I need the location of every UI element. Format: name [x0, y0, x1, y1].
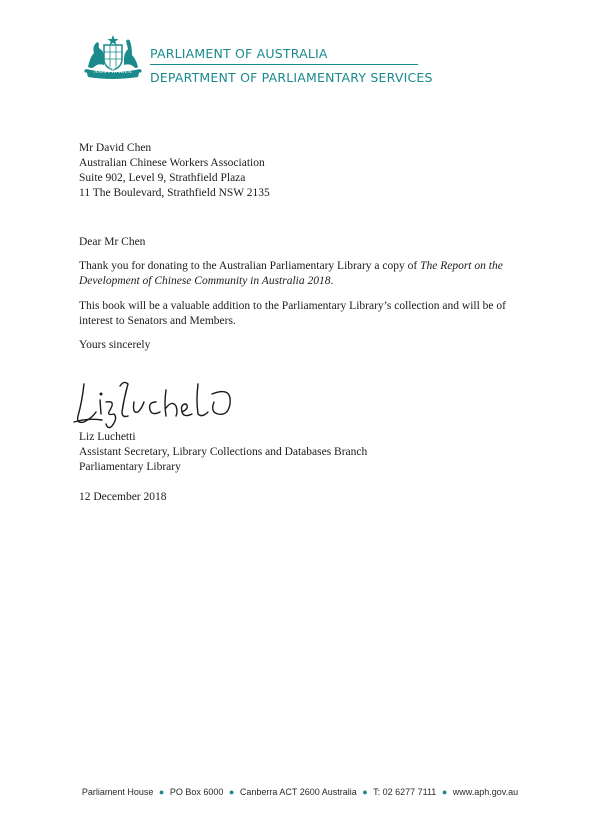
crest-ribbon-text: AUSTRALIA — [93, 69, 133, 75]
organisation-name: PARLIAMENT OF AUSTRALIA — [150, 46, 328, 61]
footer-city: Canberra ACT 2600 Australia — [239, 787, 357, 797]
paragraph-thanks — [79, 259, 524, 289]
letter-date: 12 December 2018 — [79, 491, 167, 503]
letterhead-divider — [150, 64, 418, 65]
footer-separator: ● — [362, 787, 368, 797]
salutation: Dear Mr Chen — [79, 236, 146, 248]
footer-address: Parliament House — [81, 787, 154, 797]
handwritten-signature — [62, 372, 242, 432]
footer-po-box: PO Box 6000 — [169, 787, 224, 797]
paragraph-thanks-tail: . — [330, 275, 334, 287]
footer-website-link[interactable]: www.aph.gov.au — [452, 787, 519, 797]
signatory-unit: Parliamentary Library — [79, 461, 181, 473]
book-title: The Report on the Development of Chinese Community in Australia 2018 — [79, 260, 503, 287]
footer-separator: ● — [441, 787, 448, 797]
recipient-address-line2: 11 The Boulevard, Strathfield NSW 2135 — [79, 187, 270, 199]
paragraph-thanks-lead: Thank you for donating to the Australian Parliamentary Library a copy of — [79, 260, 421, 272]
signatory-block — [79, 430, 367, 475]
signatory-name: Liz Luchetti — [79, 431, 136, 443]
closing: Yours sincerely — [79, 339, 151, 351]
footer-contact — [0, 787, 600, 797]
footer-phone: T: 02 6277 7111 — [373, 787, 437, 797]
department-name: DEPARTMENT OF PARLIAMENTARY SERVICES — [150, 70, 433, 85]
footer-separator: ● — [228, 787, 235, 797]
recipient-organisation: Australian Chinese Workers Association — [79, 157, 265, 169]
signatory-position: Assistant Secretary, Library Collections and Databases Branch — [79, 446, 368, 458]
recipient-address-line1: Suite 902, Level 9, Strathfield Plaza — [79, 172, 246, 184]
recipient-name: Mr David Chen — [79, 142, 152, 154]
recipient-address — [79, 141, 270, 201]
footer-separator: ● — [158, 787, 165, 797]
paragraph-collection: This book will be a valuable addition to the Parliamentary Library’s collection and will be of interest to Senators and Members. — [79, 300, 506, 327]
